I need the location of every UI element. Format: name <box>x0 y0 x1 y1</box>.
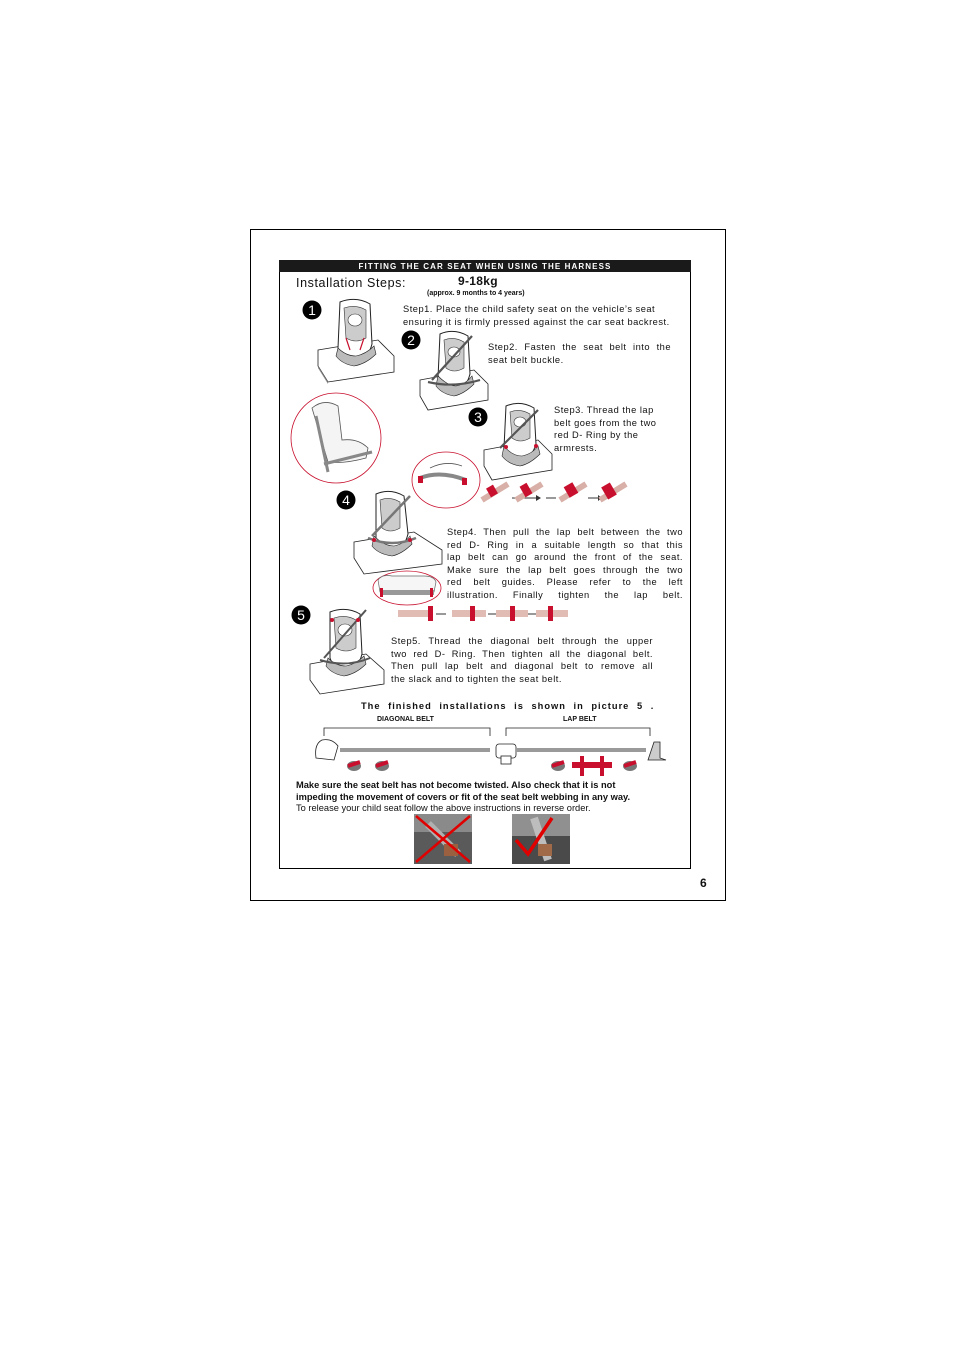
wrong-installation-photo <box>414 814 472 864</box>
step-4-belt-guide-detail <box>372 570 442 606</box>
d-ring-sequence-step3 <box>478 476 628 506</box>
belt-anchor-left <box>316 740 338 760</box>
step-4-side-detail <box>288 392 384 484</box>
step-3-text: Step3. Thread the lap belt goes from the two red D- Ring by the armrests. <box>554 405 657 453</box>
d-ring-sequence-step4 <box>398 604 570 624</box>
svg-text:5: 5 <box>297 607 305 623</box>
correct-installation-photo <box>512 814 570 864</box>
age-range: (approx. 9 months to 4 years) <box>427 290 525 297</box>
diagonal-belt-label: DIAGONAL BELT <box>377 716 434 723</box>
svg-text:2: 2 <box>407 332 415 348</box>
installation-title: Installation Steps: <box>296 276 407 290</box>
step-4-illustration <box>352 490 448 576</box>
svg-text:3: 3 <box>474 409 482 425</box>
diagonal-belt-bracket <box>324 728 490 736</box>
lap-belt-strap <box>516 748 646 752</box>
belt-anchor-right <box>648 742 666 760</box>
step-5-text: Step5. Thread the diagonal belt through the upper two red D- Ring. Then tighten all the diagonal belt. Then pull lap belt and diagonal belt to remove all the slack and to tighten the seat belt. <box>391 636 653 684</box>
step-5-illustration <box>306 608 386 694</box>
lap-belt-label: LAP BELT <box>563 716 597 723</box>
step-4-text: Step4. Then pull the lap belt between the two red D- Ring in a suitable length so that this lap belt can go around the front of the seat. Make sure the lap belt goes through the two red belt guides. Please refer to the left illustration. Finally tighten the lap belt. <box>447 527 683 600</box>
warning-text: Make sure the seat belt has not become twisted. Also check that it is not impeding the movement of covers or fit of the seat belt webbing in any way. <box>296 780 631 802</box>
finished-note: The finished installations is shown in picture 5 . <box>361 701 655 711</box>
svg-text:4: 4 <box>342 492 350 508</box>
step-2-illustration <box>418 330 490 412</box>
section-header: FITTING THE CAR SEAT WHEN USING THE HARNESS <box>279 260 691 272</box>
step-2-text: Step2. Fasten the seat belt into the seat belt buckle. <box>488 342 671 365</box>
release-instruction: To release your child seat follow the above instructions in reverse order. <box>296 803 591 813</box>
belt-diagram <box>310 724 670 780</box>
weight-range: 9-18kg <box>458 274 498 288</box>
page-number: 6 <box>700 876 707 890</box>
lap-belt-bracket <box>506 728 650 736</box>
step-1-illustration <box>316 298 396 384</box>
svg-text:1: 1 <box>308 302 316 318</box>
step-1-text: Step1. Place the child safety seat on the vehicle’s seat ensuring it is firmly pressed against the car seat backrest. <box>403 304 670 327</box>
diagonal-belt-strap <box>340 748 490 752</box>
step-3-illustration <box>482 400 554 480</box>
